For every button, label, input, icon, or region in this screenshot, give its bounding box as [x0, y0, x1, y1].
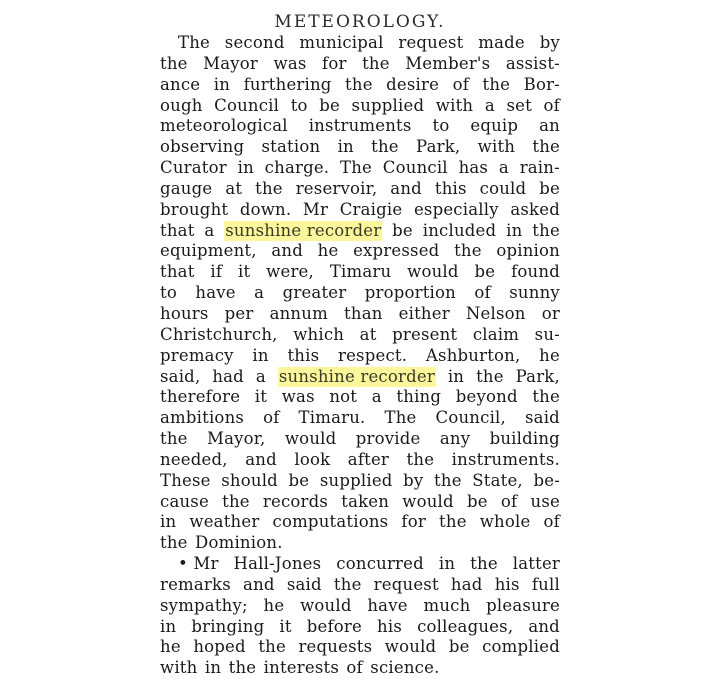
word: the [406, 449, 435, 469]
word: have [195, 283, 236, 303]
word: Craigie [339, 199, 403, 219]
word: an [539, 116, 560, 136]
word: in [213, 74, 231, 94]
word: premacy [160, 345, 234, 365]
word: down. [239, 199, 292, 219]
word: rain- [519, 158, 560, 178]
word: had [212, 366, 244, 386]
word: • Mr [178, 554, 219, 574]
word: which [293, 324, 345, 344]
word: request [373, 574, 439, 594]
word: brought [160, 199, 229, 219]
word: were, [266, 262, 314, 282]
article-line [160, 554, 560, 575]
word: would [300, 595, 352, 615]
word: assist- [505, 53, 560, 73]
word: Hall-Jones [233, 554, 322, 574]
word: records [262, 491, 329, 511]
word: beyond [455, 387, 518, 407]
word: the [345, 74, 373, 94]
word: ough [160, 95, 203, 115]
word: annum [269, 303, 328, 323]
word: colleagues, [417, 616, 514, 636]
word: desire [386, 74, 440, 94]
word: in [447, 366, 465, 386]
word: found [511, 262, 560, 282]
word: a [498, 158, 509, 178]
article-line [160, 221, 560, 242]
word: furthering [243, 74, 332, 94]
word: in [506, 220, 523, 240]
word: Mr [302, 199, 329, 219]
word: These [160, 470, 211, 490]
article-line [160, 596, 560, 617]
word: the [532, 137, 560, 157]
word: building [489, 429, 560, 449]
word: interests [263, 658, 339, 678]
article-line [160, 429, 560, 450]
word: to [160, 283, 177, 303]
word: concurred [336, 554, 424, 574]
word: had [450, 574, 483, 594]
article-line [160, 304, 560, 325]
word: full [531, 574, 560, 594]
word: present [392, 324, 458, 344]
word: would [402, 491, 454, 511]
word: the [228, 658, 257, 678]
word: hoped [193, 637, 246, 657]
word: proportion [364, 283, 456, 303]
word: the [482, 74, 511, 94]
word: provide [355, 429, 421, 449]
word: supplied [351, 95, 425, 115]
word: complied [482, 637, 560, 657]
article-line [160, 575, 560, 596]
article-line [160, 33, 560, 54]
word: The [178, 33, 210, 52]
word: has [458, 158, 489, 178]
word: would [384, 637, 437, 657]
word: the [255, 178, 283, 198]
word: thing [396, 387, 442, 407]
word: Park, [416, 137, 461, 157]
word: instruments [308, 116, 412, 136]
word: in [337, 137, 354, 157]
word: the [222, 491, 250, 511]
word: in [204, 658, 222, 678]
article-line [160, 137, 560, 158]
word: The [340, 158, 373, 178]
article-headline: METEOROLOGY. [274, 12, 446, 32]
article-line [160, 408, 560, 429]
word: the [362, 53, 390, 73]
article-line [160, 533, 560, 554]
word: ambitions [160, 408, 245, 428]
article-line [160, 346, 560, 367]
word: with [160, 658, 198, 678]
word: therefore [160, 387, 241, 407]
word: have [367, 595, 408, 615]
article-body [160, 33, 560, 679]
word: a [254, 283, 265, 303]
word: the [160, 429, 188, 449]
word: su- [534, 324, 560, 344]
article-line [160, 200, 560, 221]
word: any [439, 429, 471, 449]
word: said [286, 574, 322, 594]
word: Ashburton, [425, 345, 521, 365]
word: Park, [515, 366, 560, 386]
word: than [344, 303, 383, 323]
word: before [306, 616, 362, 636]
word: of [543, 95, 560, 115]
word: it [238, 262, 251, 282]
word: Christchurch, [160, 324, 278, 344]
word: Timaru. [298, 408, 366, 428]
word: that [160, 262, 195, 282]
word: the [439, 512, 467, 532]
word: gauge [160, 178, 213, 198]
word: or [541, 303, 560, 323]
word: he [539, 345, 560, 365]
word: sympathy; [160, 595, 248, 615]
word: to [290, 95, 308, 115]
article-line [160, 54, 560, 75]
word: and [245, 449, 277, 469]
word: that [160, 220, 195, 240]
word: Mayor, [206, 429, 266, 449]
article-line [160, 262, 560, 283]
word: by [539, 33, 560, 52]
word: meteorological [160, 116, 288, 136]
word: the [333, 574, 362, 594]
word: hours [160, 303, 209, 323]
word: claim [472, 324, 520, 344]
article-line [160, 658, 560, 679]
word: the [454, 241, 482, 261]
word: it [254, 387, 268, 407]
word: municipal [299, 33, 384, 52]
article-line [160, 617, 560, 638]
word: latter [512, 554, 560, 574]
article-line [160, 471, 560, 492]
article-line [160, 241, 560, 262]
word: of [263, 408, 280, 428]
word: made [478, 33, 525, 52]
word: Council, [435, 408, 506, 428]
word: and [390, 178, 422, 198]
word: be [539, 178, 560, 198]
word: of [346, 658, 363, 678]
word: Council [382, 158, 448, 178]
word: much [423, 595, 471, 615]
word: be [448, 637, 470, 657]
word: expressed [353, 241, 440, 261]
article-line [160, 512, 560, 533]
word: this [434, 178, 467, 198]
word: needed, [160, 449, 228, 469]
article-line [160, 367, 560, 388]
word: the [532, 220, 560, 240]
word: Curator [160, 158, 227, 178]
word: Nelson [465, 303, 526, 323]
word: weather [189, 512, 260, 532]
word: either [398, 303, 450, 323]
word: be [392, 220, 413, 240]
word: for [401, 512, 426, 532]
highlighted-search-term: sunshine recorder [225, 220, 382, 240]
word: and [243, 574, 275, 594]
word: charge. [264, 158, 330, 178]
word: remarks [160, 574, 231, 594]
word: set [506, 95, 532, 115]
word: in [160, 512, 177, 532]
word: Member's [405, 53, 491, 73]
article-line [160, 637, 560, 658]
word: bringing [191, 616, 265, 636]
word: with [477, 137, 516, 157]
word: Timaru [329, 262, 392, 282]
word: in [237, 158, 254, 178]
word: request [398, 33, 464, 52]
word: and [271, 241, 303, 261]
word: for [322, 53, 347, 73]
word: second [224, 33, 285, 52]
word: at [225, 178, 243, 198]
article-line [160, 283, 560, 304]
word: a [255, 366, 266, 386]
article-line [160, 116, 560, 137]
word: of [474, 283, 491, 303]
word: of [543, 512, 560, 532]
word: he [160, 637, 181, 657]
word: should [221, 470, 278, 490]
word: after [347, 449, 390, 469]
word: included [422, 220, 497, 240]
word: would [284, 429, 337, 449]
word: Council [214, 95, 280, 115]
word: his [494, 574, 520, 594]
word: equip [470, 116, 519, 136]
word: per [224, 303, 254, 323]
word: the [258, 637, 286, 657]
word: be [466, 491, 488, 511]
word: taken [341, 491, 390, 511]
word: greater [282, 283, 347, 303]
word: observing [160, 137, 245, 157]
word: the [470, 554, 498, 574]
word: at [359, 324, 377, 344]
highlighted-search-term: sunshine recorder [278, 366, 435, 386]
word: be [288, 470, 310, 490]
word: of [500, 491, 518, 511]
article-line [160, 450, 560, 471]
word: the [476, 366, 504, 386]
article-line [160, 492, 560, 513]
word: look [294, 449, 331, 469]
word: a [371, 387, 382, 407]
word: cause [160, 491, 209, 511]
word: State, [472, 470, 523, 490]
word: he [317, 241, 339, 261]
word: was [281, 387, 315, 407]
word: instruments. [451, 449, 560, 469]
article-line [160, 387, 560, 408]
article-line [160, 325, 560, 346]
word: by [403, 470, 424, 490]
word: be [319, 95, 340, 115]
word: be- [533, 470, 560, 490]
word: whole [479, 512, 531, 532]
word: opinion [496, 241, 560, 261]
word: the [160, 533, 188, 553]
word: to [432, 116, 450, 136]
word: the [434, 470, 462, 490]
word: Bor- [523, 74, 560, 94]
word: Dominion. [195, 533, 283, 553]
article-line [160, 179, 560, 200]
word: he [263, 595, 285, 615]
word: respect. [338, 345, 408, 365]
word: The [384, 408, 417, 428]
word: be [474, 262, 496, 282]
word: computations [272, 512, 389, 532]
word: said, [160, 366, 201, 386]
word: especially [413, 199, 499, 219]
word: was [273, 53, 307, 73]
word: a [204, 220, 215, 240]
word: the [371, 137, 399, 157]
word: reservoir, [295, 178, 378, 198]
word: his [377, 616, 403, 636]
word: use [530, 491, 560, 511]
article-line [160, 75, 560, 96]
word: sunny [509, 283, 560, 303]
word: in [160, 616, 177, 636]
article-line [160, 96, 560, 117]
word: ance [160, 74, 201, 94]
article-line [160, 158, 560, 179]
word: station [261, 137, 321, 157]
word: a [484, 95, 495, 115]
word: not [329, 387, 358, 407]
word: it [279, 616, 292, 636]
word: and [528, 616, 560, 636]
word: requests [298, 637, 373, 657]
word: the [532, 387, 560, 407]
word: the [160, 53, 188, 73]
word: in [252, 345, 269, 365]
word: supplied [319, 470, 393, 490]
word: science. [370, 658, 440, 678]
word: Mayor [203, 53, 258, 73]
word: of [452, 74, 470, 94]
word: said [524, 408, 560, 428]
word: this [287, 345, 320, 365]
word: would [407, 262, 459, 282]
word: asked [510, 199, 560, 219]
word: could [479, 178, 527, 198]
word: if [210, 262, 223, 282]
word: in [438, 554, 456, 574]
word: pleasure [486, 595, 560, 615]
word: with [435, 95, 474, 115]
word: equipment, [160, 241, 257, 261]
